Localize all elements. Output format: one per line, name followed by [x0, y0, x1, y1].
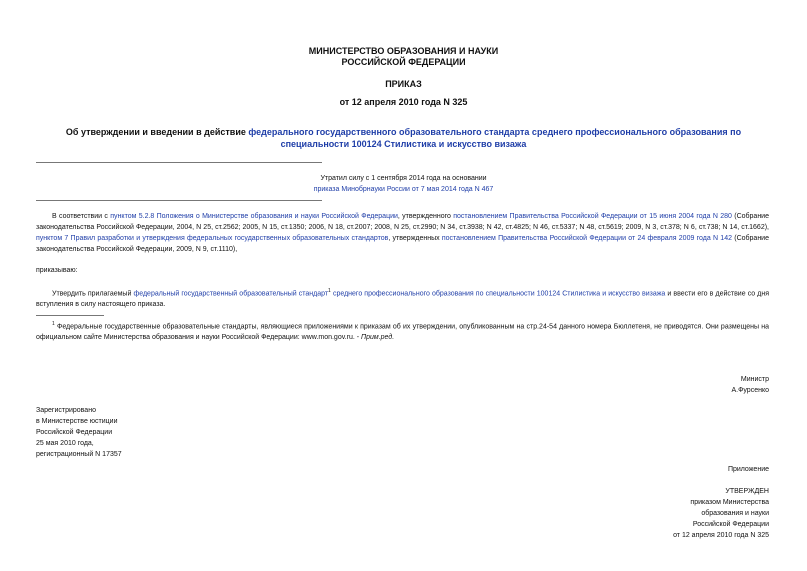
signature-title: Министр — [740, 376, 769, 383]
basis-text-5: (Собрание законодательства Российской Федерации, 2009, N 9, ст.1110), — [36, 235, 769, 253]
basis-text-1: В соответствии с — [52, 213, 111, 220]
divider-top — [36, 162, 322, 163]
registration-line-1: Зарегистрировано — [36, 407, 96, 414]
footnote-mark: 1 — [52, 321, 55, 327]
appendix-line-3: Российской Федерации — [692, 521, 769, 528]
appendix-line-4: от 12 апреля 2010 года N 325 — [673, 532, 769, 539]
basis-text-3: (Собрание законодательства Российской Федерации, 2004, N 25, ст.2562; 2005, N 15, ст.1350; 2006, N 18, ст.2007; 2008, N 25, ст.2990; N 34, ст.3938; N 42, ст.4825; N 46, ст.5337; N 48, ст.5619; 2009, N 3, ст.378; N 6, ст.738; N 14, ст.1662), — [36, 213, 769, 231]
footnote-italic: Прим.ред. — [361, 334, 395, 342]
appendix-block — [673, 486, 769, 541]
footnote-text: Федеральные государственные образовательные стандарты, являющиеся приложениями к приказам об их утверждении, опубликованным на стр.24-54 данного номера Бюллетеня, не приводятся. Они размещены на официальном сайте Министерства образования и науки Российской Федерации: www.mon.gov.ru. - — [36, 323, 769, 342]
appendix-line-2: образования и науки — [701, 510, 769, 517]
registration-block — [36, 405, 122, 460]
doc-type: ПРИКАЗ — [385, 79, 422, 89]
link-rules-point-7[interactable]: пунктом 7 Правил разработки и утверждения федеральных государственных образовательных стандартов — [36, 235, 389, 242]
order-word: приказываю: — [36, 267, 78, 274]
link-specialty-standard[interactable]: среднего профессионального образования по специальности 100124 Стилистика и искусство визажа — [332, 290, 666, 298]
title-standard-link[interactable]: федерального государственного образовательного стандарта среднего профессионального образования по — [248, 127, 742, 137]
appendix-line-1: приказом Министерства — [690, 499, 769, 506]
link-regulation-5-2-8[interactable]: пунктом 5.2.8 Положения о Министерстве образования и науки Российской Федерации — [110, 213, 398, 220]
approve-paragraph — [36, 286, 769, 310]
appendix-label: Приложение — [727, 466, 769, 473]
appendix-approved: УТВЕРЖДЕН — [725, 488, 769, 495]
registration-line-3: Российской Федерации — [36, 429, 113, 436]
basis-paragraph — [36, 211, 769, 255]
basis-text-2: , утвержденного — [397, 213, 454, 220]
ministry-line-2: РОССИЙСКОЙ ФЕДЕРАЦИИ — [341, 57, 466, 67]
ministry-header — [0, 46, 807, 68]
registration-line-4: 25 мая 2010 года, — [36, 440, 94, 447]
registration-line-5: регистрационный N 17357 — [36, 451, 122, 458]
title-prefix: Об утверждении и введении в действие — [65, 127, 249, 137]
footnote-divider — [36, 315, 104, 316]
page-title — [30, 126, 777, 150]
link-decree-280[interactable]: постановлением Правительства Российской Федерации от 15 июня 2004 года N 280 — [453, 213, 732, 220]
registration-line-2: в Министерстве юстиции — [36, 418, 118, 425]
status-note-text: Утратил силу с 1 сентября 2014 года на основании — [320, 175, 487, 182]
ministry-line-1: МИНИСТЕРСТВО ОБРАЗОВАНИЯ И НАУКИ — [308, 46, 499, 56]
approve-text-3: и ввести его в действие со дня вступления в силу настоящего приказа. — [36, 290, 769, 309]
signature-name: А.Фурсенко — [731, 387, 769, 394]
status-note-link[interactable]: приказа Минобрнауки России от 7 мая 2014 года N 467 — [313, 186, 494, 193]
title-specialty-link[interactable]: специальности 100124 Стилистика и искусство визажа — [280, 139, 527, 149]
link-decree-142[interactable]: постановлением Правительства Российской Федерации от 24 февраля 2009 года N 142 — [441, 235, 732, 242]
signature-block — [731, 374, 769, 396]
link-fgos[interactable]: федеральный государственный образовательный стандарт — [133, 290, 329, 298]
footnote — [36, 319, 769, 343]
status-note — [200, 173, 607, 195]
basis-text-4: , утвержденных — [388, 235, 442, 242]
divider-bottom — [36, 200, 322, 201]
approve-text-1: Утвердить прилагаемый — [52, 290, 134, 298]
doc-date-number: от 12 апреля 2010 года N 325 — [339, 97, 468, 107]
footnote-ref: 1 — [328, 288, 331, 294]
